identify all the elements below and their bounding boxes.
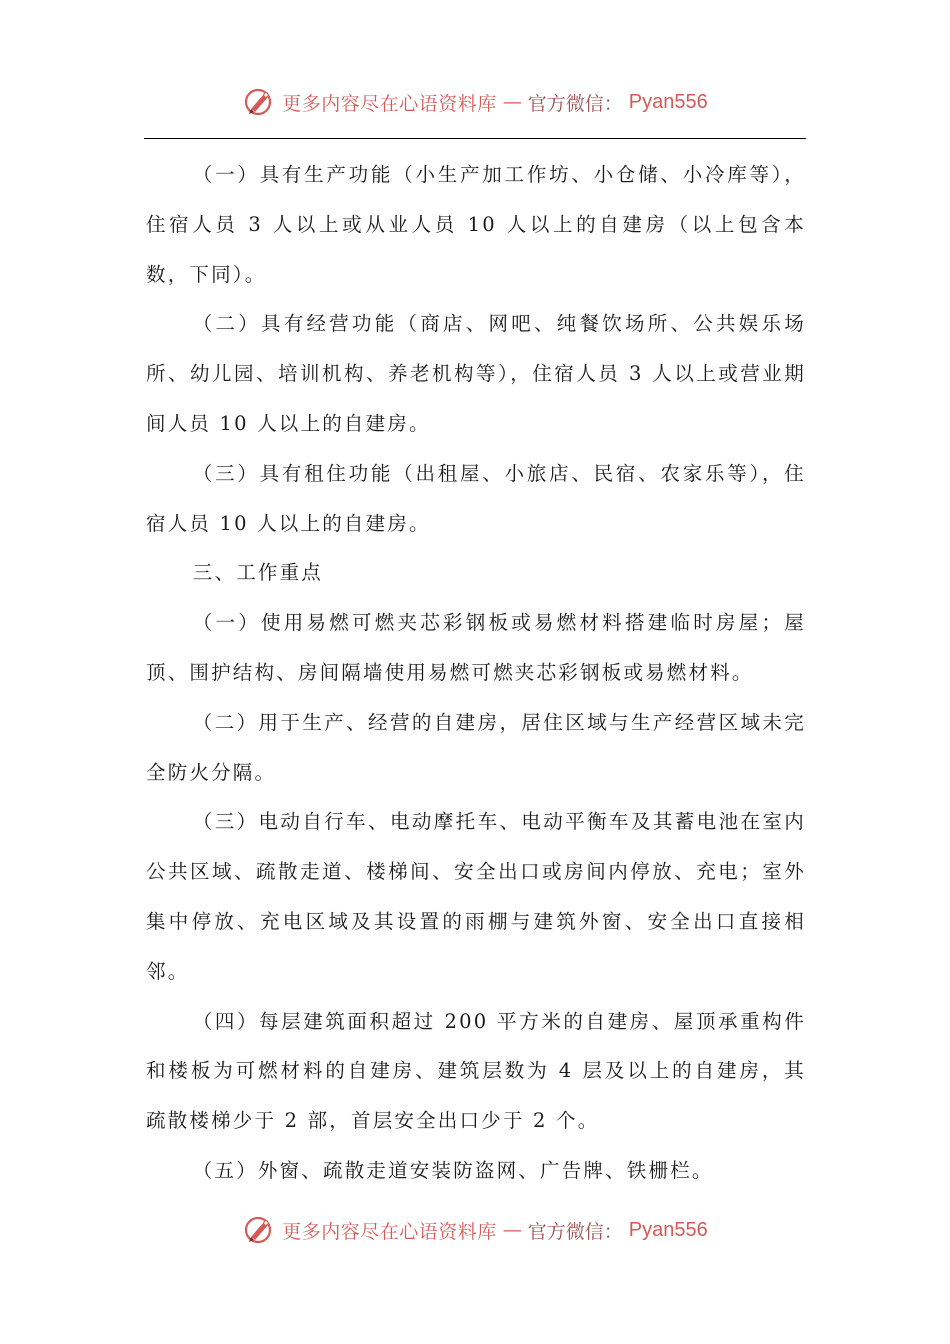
pen-logo-icon	[242, 85, 276, 119]
paragraph-business: （二）具有经营功能（商店、网吧、纯餐饮场所、公共娱乐场所、幼儿园、培训机构、养老机构等），住宿人员 3 人以上或营业期间人员 10 人以上的自建房。	[146, 312, 806, 435]
paragraph-e-bikes: （三）电动自行车、电动摩托车、电动平衡车及其蓄电池在室内公共区域、疏散走道、楼梯间、安全出口或房间内停放、充电；室外集中停放、充电区域及其设置的雨棚与建筑外窗、安全出口直接相邻。	[146, 810, 806, 983]
banner-site-text: 更多内容尽在心语资料库	[282, 92, 497, 115]
header-divider	[144, 138, 806, 139]
footer-wechat-id: Pyan556	[628, 1218, 708, 1241]
footer-dash: —	[502, 1219, 522, 1241]
footer-banner	[0, 1210, 950, 1250]
banner-wechat-id: Pyan556	[628, 90, 708, 113]
paragraph-window-obstructions: （五）外窗、疏散走道安装防盗网、广告牌、铁栅栏。	[192, 1158, 714, 1182]
header-banner-inner	[242, 85, 708, 119]
pen-logo-icon	[242, 1213, 276, 1247]
footer-official-label: 官方微信：	[527, 1220, 623, 1243]
footer-banner-inner	[242, 1213, 708, 1247]
paragraph-evacuation: （四）每层建筑面积超过 200 平方米的自建房、屋顶承重构件和楼板为可燃材料的自建房、建筑层数为 4 层及以上的自建房，其疏散楼梯少于 2 部，首层安全出口少于 2 个。	[146, 1009, 806, 1133]
banner-dash: —	[502, 91, 522, 113]
paragraph-production: （一）具有生产功能（小生产加工作坊、小仓储、小冷库等），住宿人员 3 人以上或从业人员 10 人以上的自建房（以上包含本数，下同）。	[146, 163, 806, 286]
section-heading-work-focus: 三、工作重点	[192, 561, 323, 585]
header-banner	[0, 82, 950, 122]
paragraph-flammable-materials: （一）使用易燃可燃夹芯彩钢板或易燃材料搭建临时房屋；屋顶、围护结构、房间隔墙使用易燃可燃夹芯彩钢板或易燃材料。	[146, 611, 806, 684]
paragraph-rental: （三）具有租住功能（出租屋、小旅店、民宿、农家乐等），住宿人员 10 人以上的自建房。	[146, 461, 806, 535]
document-body	[146, 150, 806, 1196]
banner-official-label: 官方微信：	[527, 92, 623, 115]
paragraph-fire-separation: （二）用于生产、经营的自建房，居住区域与生产经营区域未完全防火分隔。	[146, 710, 806, 784]
footer-site-text: 更多内容尽在心语资料库	[282, 1220, 497, 1243]
